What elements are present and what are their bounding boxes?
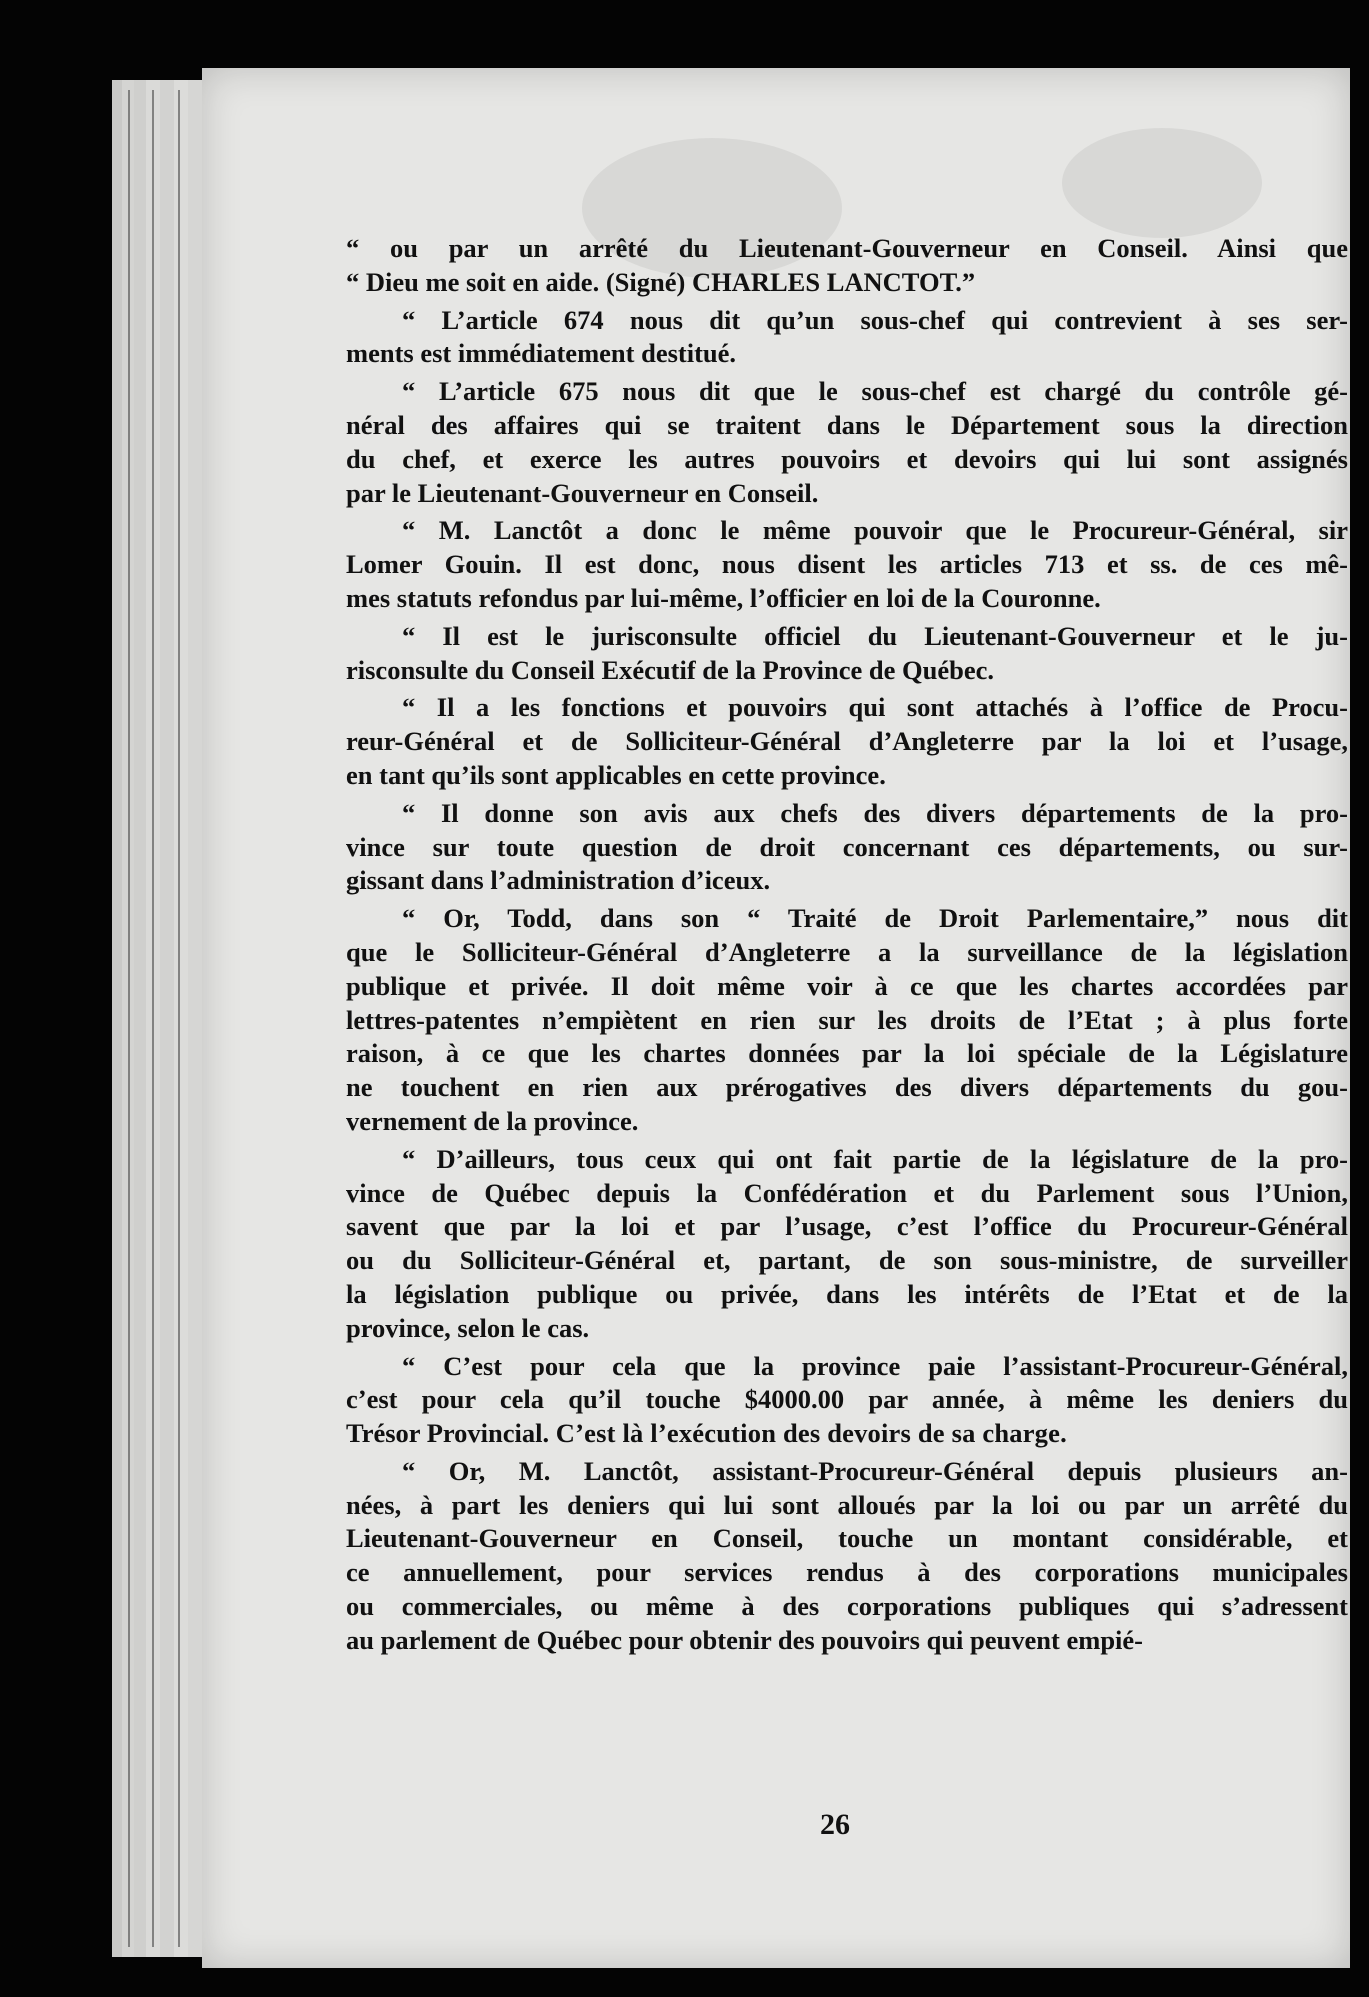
text-line: au parlement de Québec pour obtenir des pouvoirs qui peuvent empié-	[346, 1624, 1144, 1655]
paragraph	[346, 1350, 1348, 1451]
text-line: mes statuts refondus par lui-même, l’officier en loi de la Couronne.	[346, 582, 1101, 613]
paragraph	[346, 902, 1348, 1139]
text-line: “ C’est pour cela que la province paie l’assistant-Procureur-Général,	[402, 1350, 1348, 1381]
text-line: savent que par la loi et par l’usage, c’est l’office du Procureur-Général	[346, 1211, 1348, 1242]
text-line: publique et privée. Il doit même voir à ce que les chartes accordées par	[346, 970, 1348, 1001]
paragraph	[346, 232, 1348, 300]
text-line: c’est pour cela qu’il touche $4000.00 par année, à même les deniers du	[346, 1384, 1348, 1415]
text-line: que le Solliciteur-Général d’Angleterre a la surveillance de la législation	[346, 936, 1348, 967]
text-line: vince sur toute question de droit concernant ces départements, ou sur-	[346, 831, 1348, 862]
page-edge-line	[178, 90, 180, 1947]
text-line: reur-Général et de Solliciteur-Général d’Angleterre par la loi et l’usage,	[346, 726, 1348, 757]
paragraph	[346, 304, 1348, 372]
text-line: ou commerciales, ou même à des corporations publiques qui s’adressent	[346, 1591, 1348, 1622]
text-line: Lomer Gouin. Il est donc, nous disent les articles 713 et ss. de ces mê-	[346, 549, 1348, 580]
text-line: vernement de la province.	[346, 1105, 639, 1136]
page-edge-line	[152, 90, 154, 1947]
text-line: “ ou par un arrêté du Lieutenant-Gouverneur en Conseil. Ainsi que	[346, 233, 1348, 263]
text-line: “ Dieu me soit en aide. (Signé) CHARLES LANCTOT.”	[346, 266, 976, 297]
text-line: risconsulte du Conseil Exécutif de la Province de Québec.	[346, 654, 994, 685]
text-line: néral des affaires qui se traitent dans le Département sous la direction	[346, 409, 1348, 440]
paper-smudge	[1062, 128, 1262, 238]
text-line: “ M. Lanctôt a donc le même pouvoir que le Procureur-Général, sir	[402, 515, 1348, 546]
text-line	[346, 1417, 1348, 1451]
text-line: ne touchent en rien aux prérogatives des divers départements du gou-	[346, 1072, 1348, 1103]
text-line: “ Or, M. Lanctôt, assistant-Procureur-Général depuis plusieurs an-	[402, 1455, 1348, 1486]
emphasized-text: C’est là l’exécution des devoirs de sa charge.	[555, 1418, 1067, 1449]
text-line: “ L’article 675 nous dit que le sous-chef est chargé du contrôle gé-	[402, 376, 1348, 407]
text-line: nées, à part les deniers qui lui sont alloués par la loi ou par un arrêté du	[346, 1489, 1348, 1520]
text-line: Lieutenant-Gouverneur en Conseil, touche un montant considérable, et	[346, 1523, 1348, 1554]
paragraph	[346, 1143, 1348, 1346]
text-line: “ Il est le jurisconsulte officiel du Lieutenant-Gouverneur et le ju-	[402, 620, 1348, 651]
text-line: ce annuellement, pour services rendus à des corporations municipales	[346, 1557, 1348, 1588]
text-run: Trésor Provincial.	[346, 1418, 556, 1449]
text-line: ments est immédiatement destitué.	[346, 338, 737, 369]
text-line: par le Lieutenant-Gouverneur en Conseil.	[346, 477, 819, 508]
page-edge-line	[128, 90, 130, 1947]
text-line: gissant dans l’administration d’iceux.	[346, 865, 771, 896]
text-line: la législation publique ou privée, dans les intérêts de l’Etat et de la	[346, 1278, 1348, 1309]
page-number: 26	[820, 1808, 850, 1841]
text-line: “ L’article 674 nous dit qu’un sous-chef qui contrevient à ses ser-	[402, 304, 1348, 335]
paragraph	[346, 1455, 1348, 1658]
body-text	[346, 232, 1348, 1662]
text-line: “ D’ailleurs, tous ceux qui ont fait partie de la législature de la pro-	[402, 1143, 1348, 1174]
text-line: province, selon le cas.	[346, 1312, 590, 1343]
text-line: vince de Québec depuis la Confédération et du Parlement sous l’Union,	[346, 1177, 1348, 1208]
text-line: du chef, et exerce les autres pouvoirs et devoirs qui lui sont assignés	[346, 443, 1348, 474]
text-line: raison, à ce que les chartes données par la loi spéciale de la Législature	[346, 1038, 1348, 1069]
text-line: “ Il donne son avis aux chefs des divers départements de la pro-	[402, 797, 1348, 828]
paragraph	[346, 691, 1348, 792]
paragraph	[346, 375, 1348, 510]
text-line: ou du Solliciteur-Général et, partant, de son sous-ministre, de surveiller	[346, 1245, 1348, 1276]
text-line: “ Or, Todd, dans son “ Traité de Droit Parlementaire,” nous dit	[402, 903, 1348, 934]
text-line: lettres-patentes n’empiètent en rien sur les droits de l’Etat ; à plus forte	[346, 1004, 1348, 1035]
paragraph	[346, 514, 1348, 615]
paragraph	[346, 797, 1348, 898]
text-line: en tant qu’ils sont applicables en cette province.	[346, 759, 886, 790]
paragraph	[346, 620, 1348, 688]
text-line: “ Il a les fonctions et pouvoirs qui sont attachés à l’office de Procu-	[402, 692, 1348, 723]
